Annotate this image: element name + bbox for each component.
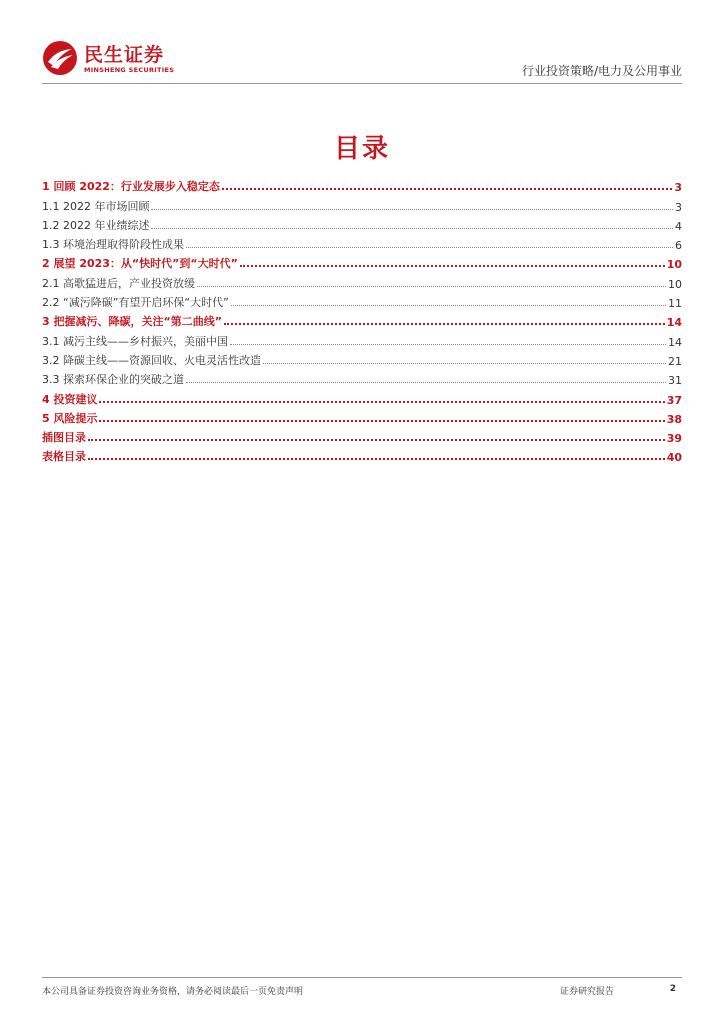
- toc-leader-dots: [240, 265, 665, 267]
- toc-entry-label: 5 风险提示: [42, 411, 98, 425]
- toc-entry-page: 39: [666, 432, 682, 446]
- toc-entry[interactable]: [42, 445, 682, 464]
- toc-entry-label: 1.2 2022 年业绩综述: [42, 218, 150, 232]
- toc-entry-label: 2 展望 2023：从“快时代”到“大时代”: [42, 257, 238, 271]
- toc-entry-page: 10: [668, 277, 682, 291]
- footer-divider: [42, 977, 682, 978]
- toc-leader-dots: [197, 286, 666, 287]
- minsheng-logo-icon: [42, 40, 78, 76]
- toc-leader-dots: [224, 323, 665, 325]
- toc-entry-label: 表格目录: [42, 450, 86, 464]
- toc-entry-page: 38: [666, 412, 682, 426]
- toc-entry[interactable]: [42, 271, 682, 290]
- toc-entry-page: 11: [668, 297, 682, 311]
- toc-leader-dots: [151, 209, 673, 210]
- toc-leader-dots: [186, 247, 673, 248]
- toc-entry-label: 4 投资建议: [42, 392, 98, 406]
- toc-entry-label: 2.2 “减污降碳”有望开启环保“大时代”: [42, 296, 229, 310]
- toc-leader-dots: [231, 305, 666, 306]
- toc-entry-page: 3: [675, 200, 682, 214]
- toc-entry-label: 插图目录: [42, 431, 86, 445]
- toc-entry[interactable]: [42, 368, 682, 387]
- toc-leader-dots: [230, 344, 666, 345]
- toc-leader-dots: [88, 458, 665, 460]
- toc-entry[interactable]: [42, 387, 682, 406]
- toc-leader-dots: [263, 363, 666, 364]
- toc-entry[interactable]: [42, 426, 682, 445]
- toc-entry-label: 3.3 探索环保企业的突破之道: [42, 373, 184, 387]
- logo-name-en: MINSHENG SECURITIES: [84, 66, 175, 74]
- toc-entry-label: 1.3 环境治理取得阶段性成果: [42, 238, 184, 252]
- toc-leader-dots: [222, 188, 672, 190]
- toc-entry-page: 10: [666, 258, 682, 272]
- toc-entry[interactable]: [42, 214, 682, 233]
- toc-entry-label: 3.1 减污主线——乡村振兴，美丽中国: [42, 334, 228, 348]
- toc-entry-page: 14: [668, 335, 682, 349]
- toc-entry[interactable]: [42, 252, 682, 271]
- toc-entry-page: 6: [675, 239, 682, 253]
- toc-entry-page: 37: [666, 393, 682, 407]
- toc-entry-page: 3: [674, 181, 682, 195]
- toc-entry-page: 4: [675, 219, 682, 233]
- toc-entry-label: 1 回顾 2022：行业发展步入稳定态: [42, 180, 220, 194]
- table-of-contents: [42, 175, 682, 464]
- toc-leader-dots: [99, 401, 664, 403]
- footer-doc-type: 证券研究报告: [560, 987, 615, 997]
- toc-leader-dots: [186, 382, 666, 383]
- footer-page-number: 2: [669, 984, 676, 994]
- toc-entry-label: 3.2 降碳主线——资源回收、火电灵活性改造: [42, 353, 261, 367]
- toc-entry-page: 40: [666, 451, 682, 465]
- toc-leader-dots: [99, 420, 664, 422]
- toc-entry[interactable]: [42, 310, 682, 329]
- toc-entry[interactable]: [42, 175, 682, 194]
- toc-title: 目录: [333, 134, 390, 164]
- toc-entry[interactable]: [42, 291, 682, 310]
- toc-entry-label: 1.1 2022 年市场回顾: [42, 199, 150, 213]
- toc-entry[interactable]: [42, 233, 682, 252]
- toc-leader-dots: [88, 439, 665, 441]
- toc-entry-label: 3 把握减污、降碳，关注“第二曲线”: [42, 315, 222, 329]
- toc-entry-label: 2.1 高歌猛进后，产业投资放缓: [42, 276, 195, 290]
- footer-disclaimer: 本公司具备证券投资咨询业务资格，请务必阅读最后一页免责声明: [42, 987, 304, 997]
- toc-entry[interactable]: [42, 329, 682, 348]
- report-category: 行业投资策略/电力及公用事业: [521, 64, 682, 78]
- header-divider: [42, 83, 682, 84]
- toc-entry-page: 21: [668, 354, 682, 368]
- toc-leader-dots: [151, 228, 673, 229]
- toc-entry[interactable]: [42, 349, 682, 368]
- toc-entry-page: 31: [668, 374, 682, 388]
- toc-entry-page: 14: [666, 316, 682, 330]
- toc-entry[interactable]: [42, 194, 682, 213]
- page-header: [42, 36, 682, 86]
- toc-entry[interactable]: [42, 407, 682, 426]
- company-logo: [42, 36, 242, 80]
- logo-name-cn: 民生证券: [84, 44, 165, 66]
